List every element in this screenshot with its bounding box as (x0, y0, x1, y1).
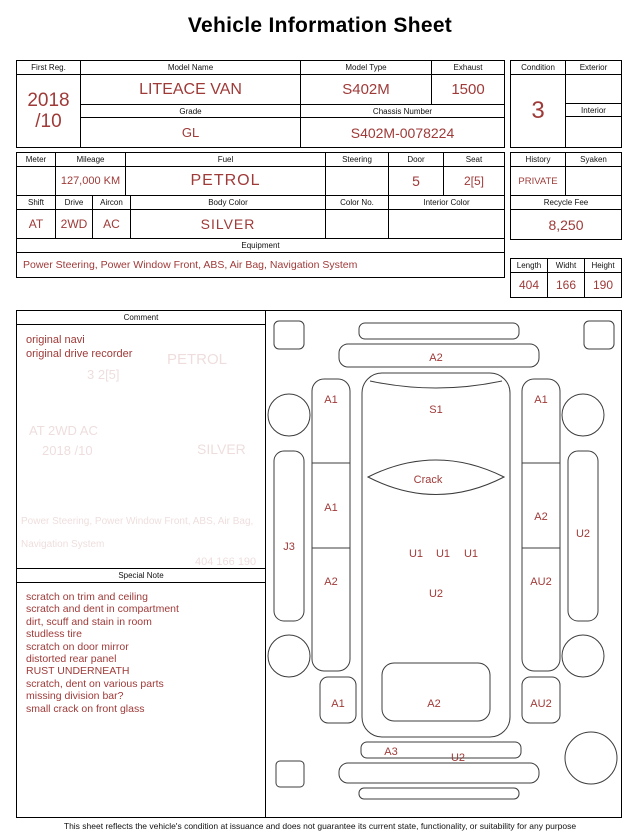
first-reg-label: First Reg. (17, 61, 80, 75)
damage-mark: A1 (534, 394, 548, 406)
special-note-line: dirt, scuff and stain in room (26, 615, 152, 628)
right-side-panel (522, 379, 560, 671)
ghost-text: Navigation System (21, 539, 105, 550)
ghost-text: AT 2WD AC (29, 423, 98, 438)
damage-mark: A2 (324, 576, 338, 588)
interior-color-value (389, 210, 504, 238)
interior-color-label: Interior Color (423, 198, 470, 207)
rear-bumper (339, 763, 539, 783)
fuel-label: Fuel (126, 153, 326, 166)
recycle-fee-value: 8,250 (548, 216, 584, 233)
comment-label: Comment (17, 311, 265, 325)
model-name-value: LITEACE VAN (81, 75, 301, 104)
wheel-icon (562, 394, 604, 436)
comment-line: original navi (26, 334, 85, 346)
first-reg-value (17, 75, 80, 147)
length-value: 404 (511, 273, 548, 297)
width-label: Widht (548, 259, 585, 272)
special-note-line: scratch and dent in compartment (26, 603, 179, 616)
damage-mark: U2 (428, 588, 444, 600)
interior-value (566, 117, 621, 147)
special-note-line: missing division bar? (26, 690, 124, 703)
grade-value: GL (81, 118, 301, 147)
damage-mark: U1 (463, 548, 479, 560)
color-no-value (326, 210, 389, 238)
special-note-line: studless tire (26, 628, 83, 641)
left-sill-panel (274, 451, 304, 621)
history-value: PRIVATE (511, 167, 566, 195)
ghost-text: SILVER (197, 441, 246, 457)
comment-pane (17, 311, 266, 817)
aircon-label: Aircon (93, 196, 131, 209)
chassis-number-value: S402M-0078224 (350, 124, 455, 141)
aircon-value: AC (93, 210, 131, 238)
condition-value: 3 (531, 97, 545, 124)
special-note-line: scratch on door mirror (26, 640, 129, 653)
exterior-value (566, 75, 621, 104)
condition-cell (511, 61, 566, 147)
grade-label: Grade (81, 105, 301, 117)
drive-label: Drive (56, 196, 93, 209)
meter-value (17, 167, 56, 195)
damage-mark: A1 (331, 698, 345, 710)
corner-panel-top-left (274, 321, 304, 349)
first-reg-cell (17, 61, 81, 147)
damage-mark: AU2 (530, 698, 552, 710)
special-note-line: scratch on trim and ceiling (26, 591, 148, 603)
body-color-label: Body Color (131, 196, 326, 209)
car-diagram (266, 311, 622, 817)
equipment-value: Power Steering, Power Window Front, ABS, Air Bag, Navigation System (23, 259, 358, 271)
fuel-value: PETROL (126, 167, 326, 195)
damage-mark: U1 (435, 548, 451, 560)
mileage-value: 127,000 KM (56, 167, 126, 195)
exhaust-value: 1500 (451, 81, 485, 98)
wheel-icon (268, 635, 310, 677)
ghost-text: 404 166 190 (195, 556, 257, 568)
damage-mark: S1 (429, 404, 443, 416)
damage-mark: A1 (324, 394, 338, 406)
damage-mark: U2 (575, 528, 591, 540)
seat-label: Seat (465, 155, 483, 164)
length-label: Length (511, 259, 548, 272)
registration-table (16, 60, 505, 148)
syaken-label: Syaken (580, 155, 607, 164)
ghost-text: PETROL (167, 351, 228, 368)
exhaust-label: Exhaust (453, 63, 483, 72)
special-note-label: Special Note (17, 568, 265, 583)
special-note-line: scratch, dent on various parts (26, 677, 164, 690)
wheel-icon (562, 635, 604, 677)
corner-panel-bottom-left (276, 761, 304, 787)
steering-value (326, 167, 389, 195)
history-table (510, 152, 622, 240)
recycle-fee-label: Recycle Fee (543, 198, 589, 207)
damage-mark: A1 (324, 502, 338, 514)
seat-value: 2[5] (463, 174, 484, 188)
damage-mark: U2 (450, 752, 466, 764)
damage-mark: J3 (283, 541, 295, 553)
door-label: Door (389, 153, 444, 166)
height-value: 190 (592, 278, 614, 292)
damage-mark: A3 (384, 746, 398, 758)
damage-mark: U1 (408, 548, 424, 560)
wheel-icon (268, 394, 310, 436)
special-note-body (17, 587, 265, 719)
first-reg-month: /10 (35, 111, 62, 132)
comment-line: original drive recorder (26, 348, 133, 360)
special-note-line: RUST UNDERNEATH (26, 665, 130, 678)
special-note-line: small crack on front glass (26, 702, 145, 715)
equipment-label: Equipment (241, 241, 280, 250)
shift-value: AT (17, 210, 56, 238)
rear-lower-strip (359, 788, 519, 799)
special-note-line: distorted rear panel (26, 653, 117, 666)
disclaimer-text: This sheet reflects the vehicle's condition at issuance and does not guarantee its current state, functionality, or suitability for any purpose (63, 821, 577, 831)
condition-label: Condition (511, 61, 565, 75)
crack-label: Crack (413, 474, 443, 486)
left-side-panel (312, 379, 350, 671)
drive-value: 2WD (56, 210, 93, 238)
hood-line (370, 381, 502, 388)
spare-wheel-icon (565, 732, 617, 784)
rear-door (382, 663, 490, 721)
chassis-number-label: Chassis Number (372, 106, 433, 116)
syaken-value (566, 167, 621, 195)
meter-label: Meter (17, 153, 56, 166)
damage-mark: A2 (427, 698, 441, 710)
damage-mark: A2 (429, 352, 443, 364)
height-label: Height (591, 261, 615, 270)
width-value: 166 (548, 273, 585, 297)
dimensions-table (510, 258, 622, 298)
body-color-value: SILVER (131, 210, 326, 238)
first-reg-year: 2018 (27, 90, 70, 111)
color-no-label: Color No. (326, 196, 389, 209)
shift-label: Shift (17, 196, 56, 209)
interior-label: Interior (566, 104, 621, 117)
spec-table (16, 152, 505, 278)
ghost-text: Power Steering, Power Window Front, ABS, Air Bag, (21, 516, 254, 527)
diagram-pane (266, 311, 621, 817)
registration-grid (81, 61, 504, 147)
exterior-label: Exterior (566, 61, 621, 75)
ghost-text: 3 2[5] (87, 367, 120, 382)
condition-table (510, 60, 622, 148)
model-type-value: S402M (301, 75, 432, 104)
steering-label: Steering (326, 153, 389, 166)
exterior-interior-cell (566, 61, 621, 147)
door-value: 5 (389, 167, 444, 195)
model-name-label: Model Name (81, 61, 301, 74)
damage-mark: A2 (534, 511, 548, 523)
main-area (16, 310, 622, 818)
ghost-text: 2018 /10 (42, 443, 93, 458)
damage-mark: AU2 (530, 576, 552, 588)
comment-body (17, 325, 265, 369)
corner-panel-top-right (584, 321, 614, 349)
page-title: Vehicle Information Sheet (187, 14, 453, 37)
history-label: History (511, 153, 566, 166)
mileage-label: Mileage (56, 153, 126, 166)
model-type-label: Model Type (301, 61, 432, 74)
roof-strip (359, 323, 519, 339)
